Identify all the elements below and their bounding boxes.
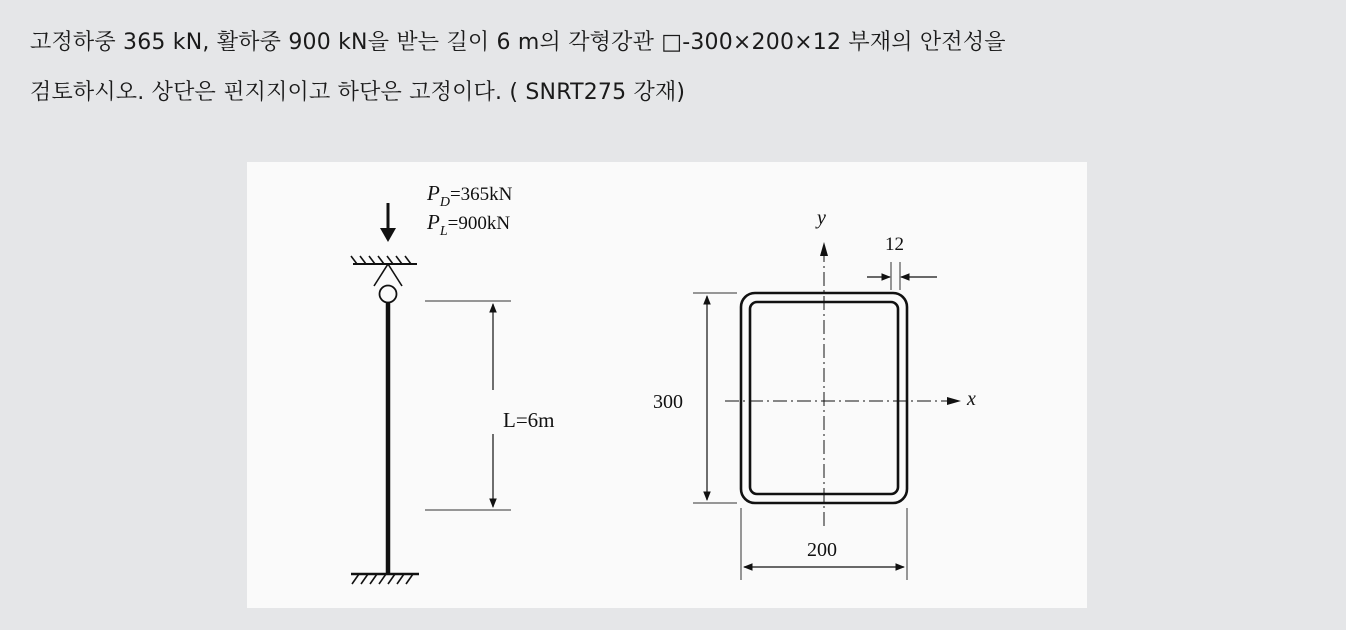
x-axis-arrow-icon	[947, 397, 961, 405]
column-diagram	[351, 181, 555, 584]
load-arrow-icon	[380, 203, 396, 242]
problem-line-1: 고정하중 365 kN, 활하중 900 kN을 받는 길이 6 m의 각형강관 □-300×200×12 부재의 안전성을	[30, 30, 1006, 55]
dead-load-label: $P_D=365kN$	[427, 181, 513, 210]
problem-statement	[30, 18, 1330, 118]
height-dimension	[653, 293, 737, 503]
x-axis-label: x	[967, 388, 976, 410]
figure-svg	[247, 162, 1087, 608]
problem-line-2: 검토하시오. 상단은 핀지지이고 하단은 고정이다. ( SNRT275 강재)	[30, 80, 686, 105]
height-label: 300	[653, 391, 683, 413]
section-diagram	[653, 207, 976, 580]
length-label: L=6m	[503, 408, 555, 432]
y-axis-label: y	[817, 207, 826, 229]
pin-support-icon	[380, 286, 397, 303]
top-support-hatch	[351, 256, 417, 286]
length-dimension	[425, 301, 555, 510]
live-load-label: $P_L=900kN$	[427, 210, 511, 239]
width-label: 200	[807, 539, 837, 561]
y-axis-arrow-icon	[820, 242, 828, 256]
thickness-label: 12	[885, 234, 904, 255]
figure-panel	[247, 162, 1087, 608]
thickness-dimension	[867, 234, 937, 290]
fixed-support-hatch	[351, 574, 419, 584]
